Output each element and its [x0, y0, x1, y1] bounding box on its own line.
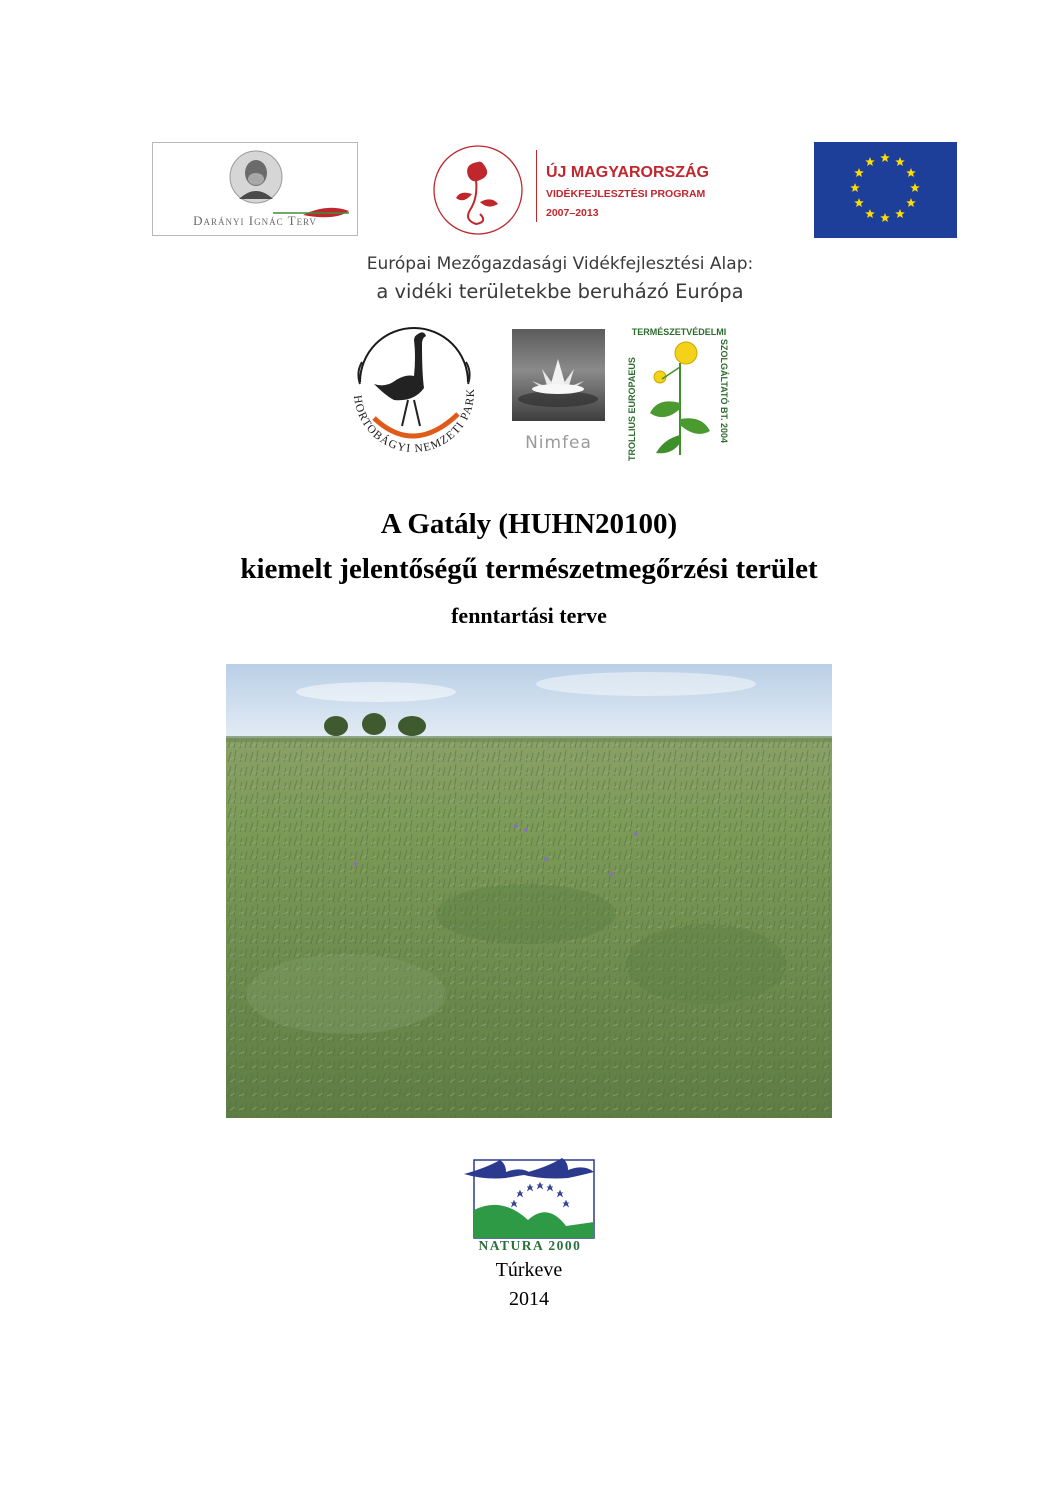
eu-star-icon — [895, 209, 905, 218]
umvp-divider — [536, 150, 537, 222]
nimfea-label: Nimfea — [525, 433, 592, 453]
daranyi-ignac-terv-logo — [152, 142, 358, 236]
trollius-right-text: SZOLGÁLTATÓ BT. 2004 — [719, 339, 729, 444]
eu-fund-line-1: Európai Mezőgazdasági Vidékfejlesztési Alap: — [366, 254, 754, 274]
eu-star-icon — [865, 157, 875, 166]
globeflower-icon — [622, 323, 736, 465]
umvp-subtitle: VIDÉKFEJLESZTÉSI PROGRAM — [546, 188, 706, 200]
eu-star-icon — [880, 213, 890, 222]
hnp-arc-text: HORTOBÁGYI NEMZETI PARK — [350, 387, 478, 456]
hortobagyi-nemzeti-park-logo — [340, 322, 488, 470]
crane-bird-icon — [340, 322, 488, 470]
eu-star-icon — [854, 198, 864, 207]
daranyi-label: Darányi Ignác Terv — [193, 213, 317, 228]
eu-flag-icon — [814, 142, 957, 238]
eu-star-icon — [906, 198, 916, 207]
umvp-title: ÚJ MAGYARORSZÁG — [546, 164, 709, 181]
eu-star-icon — [865, 209, 875, 218]
eu-star-icon — [910, 183, 920, 192]
umvp-years: 2007–2013 — [546, 207, 599, 219]
grassland-photo — [226, 664, 832, 1118]
document-type: fenntartási terve — [451, 603, 607, 628]
eu-stars — [814, 142, 957, 238]
trollius-left-text: TROLLIUS EUROPAEUS — [627, 357, 637, 461]
publication-place: Túrkeve — [495, 1259, 563, 1281]
eu-star-icon — [854, 168, 864, 177]
nimfea-logo — [512, 329, 605, 462]
eu-star-icon — [895, 157, 905, 166]
publication-year: 2014 — [509, 1288, 549, 1310]
rose-emblem-icon — [432, 144, 532, 236]
trollius-europaeus-logo — [622, 323, 736, 465]
water-lily-icon — [512, 329, 605, 421]
eu-star-icon — [880, 153, 890, 162]
natura2000-geese-icon — [462, 1150, 598, 1240]
svg-text:HORTOBÁGYI NEMZETI PARK — [351, 388, 477, 456]
natura2000-label: NATURA 2000 — [478, 1238, 582, 1253]
document-title: A Gatály (HUHN20100) — [380, 508, 678, 540]
trollius-top-text: TERMÉSZETVÉDELMI — [631, 327, 727, 337]
uj-magyarorszag-logo — [432, 144, 742, 236]
eu-star-icon — [850, 183, 860, 192]
eu-star-icon — [906, 168, 916, 177]
document-subtitle: kiemelt jelentőségű természetmegőrzési terület — [240, 553, 818, 585]
eu-fund-line-2: a vidéki területekbe beruházó Európa — [376, 280, 744, 303]
